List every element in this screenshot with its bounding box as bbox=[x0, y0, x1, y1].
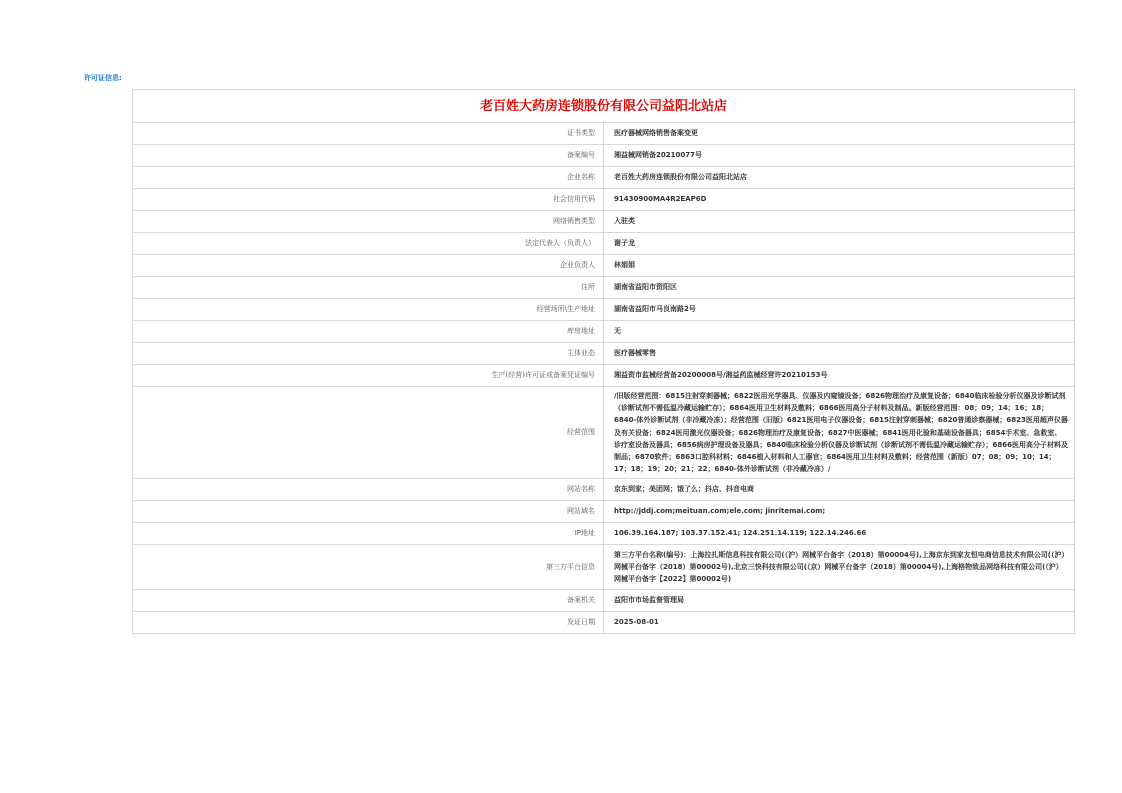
table-row bbox=[133, 501, 1075, 523]
field-value-legal-rep: 谢子龙 bbox=[604, 233, 1075, 255]
table-row bbox=[133, 365, 1075, 387]
field-label-legal-rep: 法定代表人（负责人） bbox=[133, 233, 604, 255]
field-label-business-format: 主体业态 bbox=[133, 343, 604, 365]
field-value-record-number: 湘益械网销备20210077号 bbox=[604, 145, 1075, 167]
table-row bbox=[133, 123, 1075, 145]
field-label-warehouse-address: 库房地址 bbox=[133, 321, 604, 343]
field-label-business-address: 经营场所\生产地址 bbox=[133, 299, 604, 321]
table-row bbox=[133, 211, 1075, 233]
table-row bbox=[133, 277, 1075, 299]
field-label-ip-address: IP地址 bbox=[133, 523, 604, 545]
field-label-company-head: 企业负责人 bbox=[133, 255, 604, 277]
field-value-business-address: 湖南省益阳市马良南路2号 bbox=[604, 299, 1075, 321]
table-row bbox=[133, 321, 1075, 343]
table-row bbox=[133, 189, 1075, 211]
license-info-table bbox=[132, 89, 1075, 634]
table-row bbox=[133, 590, 1075, 612]
company-title: 老百姓大药房连锁股份有限公司益阳北站店 bbox=[133, 90, 1075, 123]
field-label-business-scope: 经营范围 bbox=[133, 387, 604, 479]
field-value-business-scope: /旧版经营范围：6815注射穿刺器械；6822医用光学器具、仪器及内窥镜设备；6826物理治疗及康复设备；6840临床检验分析仪器及诊断试剂（诊断试剂不需低温冷藏运输贮存）；6864医用卫生材料及敷料；6866医用高分子材料及制品。新版经营范围：08；09；14；16；18；6840-体外诊断试剂（非冷藏冷冻）；经营范围（旧版）6821医用电子仪器设备；6815注射穿刺器械；6820普通诊察器械；6823医用超声仪器及有关设备；6824医用激光仪器设备；6826物理治疗及康复设备；6827中医器械；6841医用化验和基础设备器具；6854手术室、急救室、诊疗室设备及器具；6856病房护理设备及器具；6840临床检验分析仪器及诊断试剂（诊断试剂不需低温冷藏运输贮存）；6866医用高分子材料及制品；6870软件；6863口腔科材料；6846植入材料和人工器官；6864医用卫生材料及敷料；经营范围（新版）07；08；09；10；14；17；18；19；20；21；22；6840-体外诊断试剂（非冷藏冷冻）/ bbox=[604, 387, 1075, 479]
field-value-sales-type: 入驻类 bbox=[604, 211, 1075, 233]
field-value-cert-type: 医疗器械网络销售备案变更 bbox=[604, 123, 1075, 145]
field-label-company-name: 企业名称 bbox=[133, 167, 604, 189]
field-value-website-name: 京东到家；美团网；饿了么；抖店、抖音电商 bbox=[604, 479, 1075, 501]
field-value-business-format: 医疗器械零售 bbox=[604, 343, 1075, 365]
field-label-domicile: 住所 bbox=[133, 277, 604, 299]
field-label-sales-type: 网络销售类型 bbox=[133, 211, 604, 233]
field-value-domicile: 湖南省益阳市资阳区 bbox=[604, 277, 1075, 299]
field-label-license-number: 生产(经营)许可证或备案凭证编号 bbox=[133, 365, 604, 387]
field-value-ip-address: 106.39.164.187; 103.37.152.41; 124.251.14.119; 122.14.246.66 bbox=[604, 523, 1075, 545]
field-value-warehouse-address: 无 bbox=[604, 321, 1075, 343]
field-value-website-domain: http://jddj.com;meituan.com;ele.com; jinritemai.com; bbox=[604, 501, 1075, 523]
table-row bbox=[133, 545, 1075, 590]
table-row bbox=[133, 233, 1075, 255]
field-label-website-domain: 网站域名 bbox=[133, 501, 604, 523]
field-value-record-authority: 益阳市市场监督管理局 bbox=[604, 590, 1075, 612]
field-label-issue-date: 发证日期 bbox=[133, 612, 604, 634]
table-row bbox=[133, 167, 1075, 189]
table-row bbox=[133, 612, 1075, 634]
table-row bbox=[133, 479, 1075, 501]
field-value-issue-date: 2025-08-01 bbox=[604, 612, 1075, 634]
field-value-credit-code: 91430900MA4R2EAP6D bbox=[604, 189, 1075, 211]
table-row bbox=[133, 523, 1075, 545]
field-label-record-authority: 备案机关 bbox=[133, 590, 604, 612]
table-row bbox=[133, 343, 1075, 365]
table-row bbox=[133, 299, 1075, 321]
field-label-third-party-platform: 第三方平台信息 bbox=[133, 545, 604, 590]
table-row bbox=[133, 387, 1075, 479]
table-row bbox=[133, 255, 1075, 277]
field-label-credit-code: 社会信用代码 bbox=[133, 189, 604, 211]
field-value-third-party-platform: 第三方平台名称(编号)：上海拉扎斯信息科技有限公司(（沪）网械平台备字（2018）第00004号),上海京东到家友恒电商信息技术有限公司(（沪）网械平台备字（2018）第00002号),北京三快科技有限公司(（京）网械平台备字（2018）第00004号),上海格物致品网络科技有限公司(（沪）网械平台备字【2022】第00002号) bbox=[604, 545, 1075, 590]
section-label: 许可证信息: bbox=[84, 74, 122, 82]
field-label-website-name: 网站名称 bbox=[133, 479, 604, 501]
field-label-record-number: 备案编号 bbox=[133, 145, 604, 167]
table-row bbox=[133, 145, 1075, 167]
field-label-cert-type: 证书类型 bbox=[133, 123, 604, 145]
field-value-company-head: 林娟娟 bbox=[604, 255, 1075, 277]
field-value-license-number: 湘益资市监械经营备20200008号/湘益药监械经营许20210153号 bbox=[604, 365, 1075, 387]
field-value-company-name: 老百姓大药房连锁股份有限公司益阳北站店 bbox=[604, 167, 1075, 189]
